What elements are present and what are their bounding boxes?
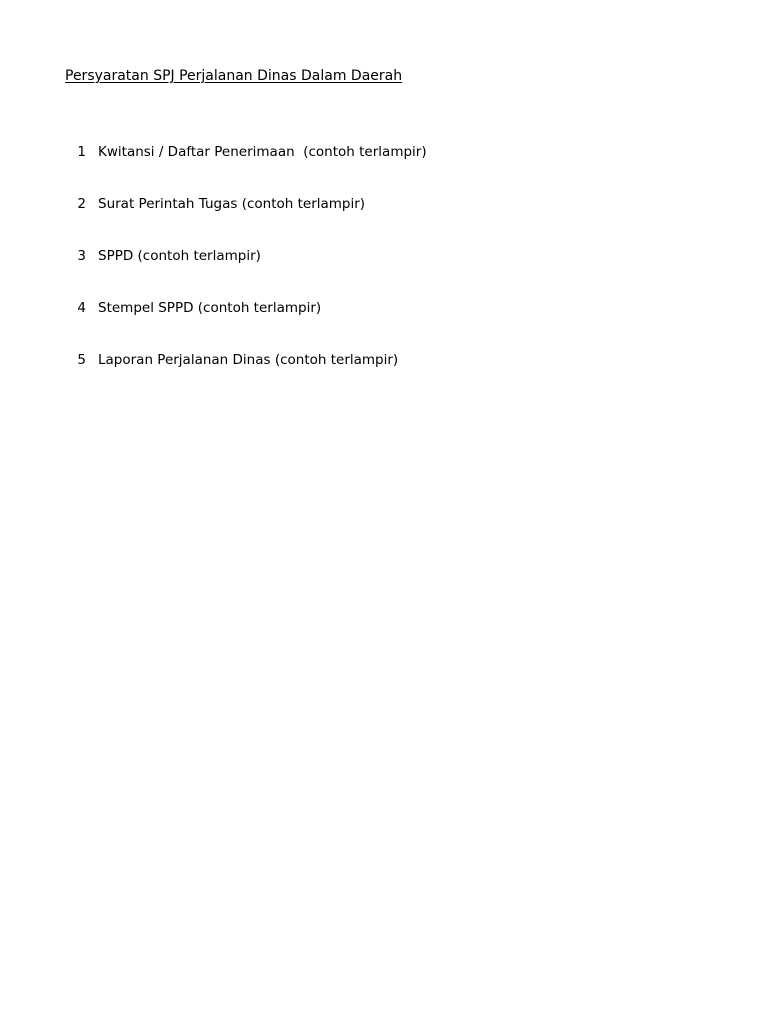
item-text: Kwitansi / Daftar Penerimaan (contoh terlampir) — [98, 144, 427, 160]
list-item — [0, 196, 768, 248]
item-number: 2 — [77, 196, 86, 212]
document-title: Persyaratan SPJ Perjalanan Dinas Dalam Daerah — [65, 68, 403, 84]
item-number: 5 — [77, 352, 86, 368]
item-text: SPPD (contoh terlampir) — [98, 248, 261, 264]
list-item — [0, 144, 768, 196]
item-text: Stempel SPPD (contoh terlampir) — [98, 300, 322, 316]
item-number: 4 — [77, 300, 86, 316]
list-item — [0, 300, 768, 352]
list-item — [0, 248, 768, 300]
list-item — [0, 352, 768, 404]
requirements-list — [0, 144, 768, 404]
item-text: Laporan Perjalanan Dinas (contoh terlampir) — [98, 352, 399, 368]
item-number: 3 — [77, 248, 86, 264]
item-text: Surat Perintah Tugas (contoh terlampir) — [98, 196, 366, 212]
item-number: 1 — [77, 144, 86, 160]
